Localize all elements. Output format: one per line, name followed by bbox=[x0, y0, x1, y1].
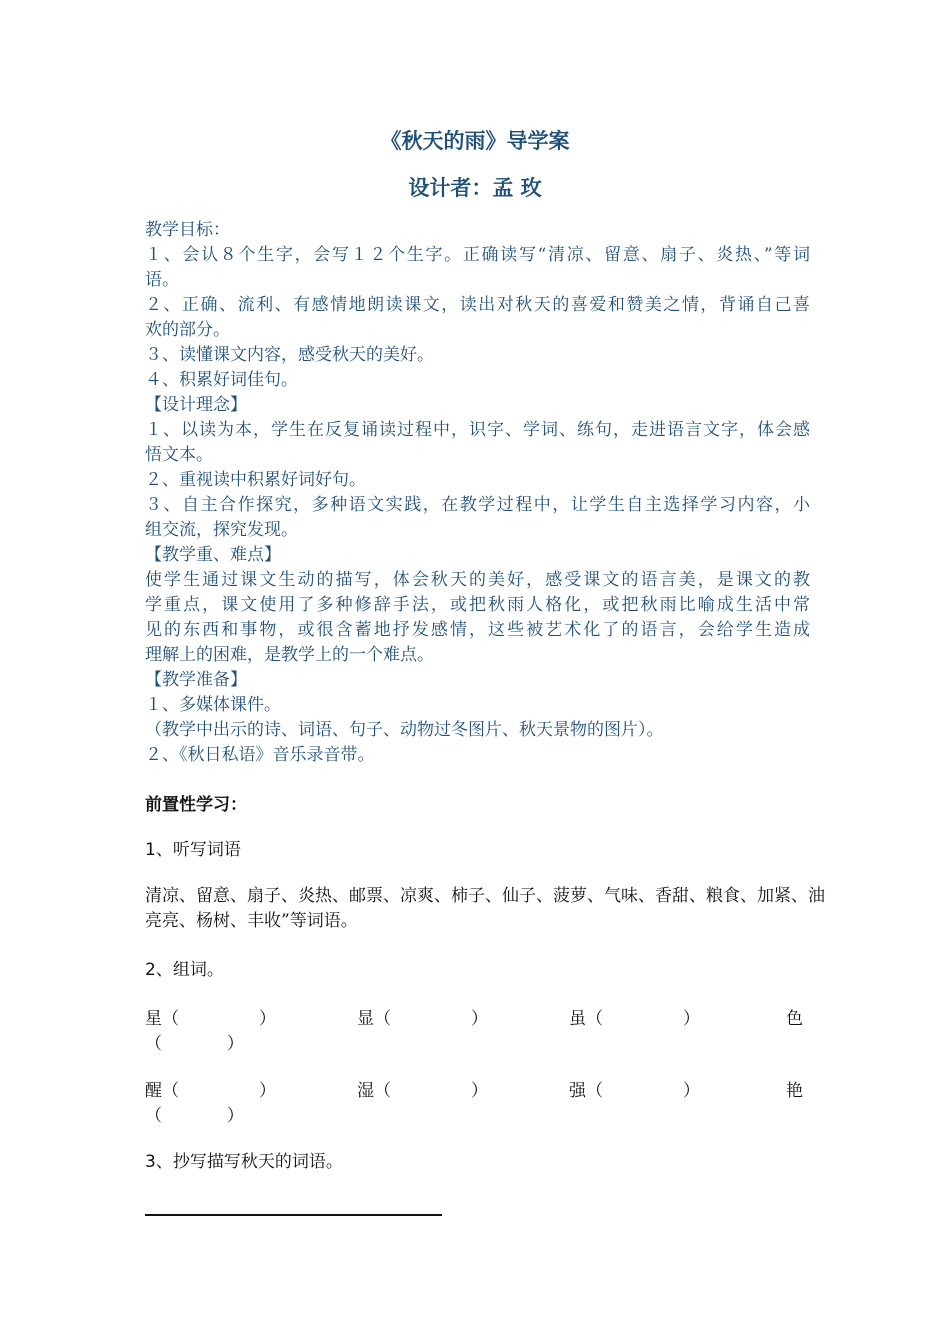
word-building-row bbox=[145, 1076, 805, 1101]
word-blank-close: ） bbox=[471, 1009, 488, 1029]
word-blank-open: 强（ bbox=[569, 1081, 603, 1101]
section-heading: 【教学重、难点】 bbox=[145, 545, 281, 565]
text-line: ２、正确、流利、有感情地朗读课文，读出对秋天的喜爱和赞美之情，背诵自己喜 bbox=[145, 295, 810, 315]
text-line: 理解上的困难，是教学上的一个难点。 bbox=[145, 645, 434, 665]
text-line: 悟文本。 bbox=[145, 445, 213, 465]
exercise-1-label: 1、听写词语 bbox=[145, 840, 241, 860]
text-line: ４、积累好词佳句。 bbox=[145, 370, 298, 390]
word-character: 艳 bbox=[786, 1081, 803, 1101]
text-line: （教学中出示的诗、词语、句子、动物过冬图片、秋天景物的图片）。 bbox=[145, 720, 664, 740]
word-building-row bbox=[145, 1004, 805, 1029]
text-line: ３、读懂课文内容，感受秋天的美好。 bbox=[145, 345, 434, 365]
word-blank-open: 星（ bbox=[145, 1009, 179, 1029]
word-list-line: 亮亮、杨树、丰收”等词语。 bbox=[145, 911, 358, 931]
word-blank-open: 显（ bbox=[357, 1009, 391, 1029]
section-heading: 【教学准备】 bbox=[145, 670, 247, 690]
text-line: １、会认８个生字，会写１２个生字。正确读写“清凉、留意、扇子、炎热、”等词 bbox=[145, 245, 810, 265]
word-blank-wrap: （ ） bbox=[145, 1106, 244, 1126]
author-line: 设计者：孟 玫 bbox=[408, 176, 542, 200]
answer-line bbox=[145, 1214, 442, 1216]
text-line: ２、重视读中积累好词好句。 bbox=[145, 470, 366, 490]
word-blank-close: ） bbox=[259, 1081, 276, 1101]
word-character: 色 bbox=[786, 1009, 803, 1029]
word-blank-close: ） bbox=[683, 1081, 700, 1101]
word-blank-wrap: （ ） bbox=[145, 1034, 244, 1054]
document-title: 《秋天的雨》导学案 bbox=[380, 129, 570, 153]
text-line: ３、自主合作探究，多种语文实践，在教学过程中，让学生自主选择学习内容，小 bbox=[145, 495, 810, 515]
text-line: 欢的部分。 bbox=[145, 320, 230, 340]
text-line: 组交流，探究发现。 bbox=[145, 520, 298, 540]
word-blank-close: ） bbox=[683, 1009, 700, 1029]
preview-heading: 前置性学习： bbox=[145, 795, 247, 815]
exercise-3-label: 3、抄写描写秋天的词语。 bbox=[145, 1152, 343, 1172]
word-blank-open: 醒（ bbox=[145, 1081, 179, 1101]
text-line: １、以读为本，学生在反复诵读过程中，识字、学词、练句，走进语言文字，体会感 bbox=[145, 420, 810, 440]
text-line: 语。 bbox=[145, 270, 179, 290]
text-line: 教学目标： bbox=[145, 220, 230, 240]
text-line: 学重点，课文使用了多种修辞手法，或把秋雨人格化，或把秋雨比喻成生活中常 bbox=[145, 595, 810, 615]
text-line: 见的东西和事物，或很含蓄地抒发感情，这些被艺术化了的语言，会给学生造成 bbox=[145, 620, 810, 640]
word-blank-open: 湿（ bbox=[357, 1081, 391, 1101]
word-blank-open: 虽（ bbox=[569, 1009, 603, 1029]
word-list-line: 清凉、留意、扇子、炎热、邮票、凉爽、柿子、仙子、菠萝、气味、香甜、粮食、加紧、油 bbox=[145, 886, 825, 906]
word-blank-close: ） bbox=[471, 1081, 488, 1101]
text-line: １、多媒体课件。 bbox=[145, 695, 281, 715]
word-blank-close: ） bbox=[259, 1009, 276, 1029]
text-line: 使学生通过课文生动的描写，体会秋天的美好，感受课文的语言美，是课文的教 bbox=[145, 570, 810, 590]
section-heading: 【设计理念】 bbox=[145, 395, 247, 415]
text-line: ２、《秋日私语》音乐录音带。 bbox=[145, 745, 375, 765]
exercise-2-label: 2、组词。 bbox=[145, 960, 224, 980]
